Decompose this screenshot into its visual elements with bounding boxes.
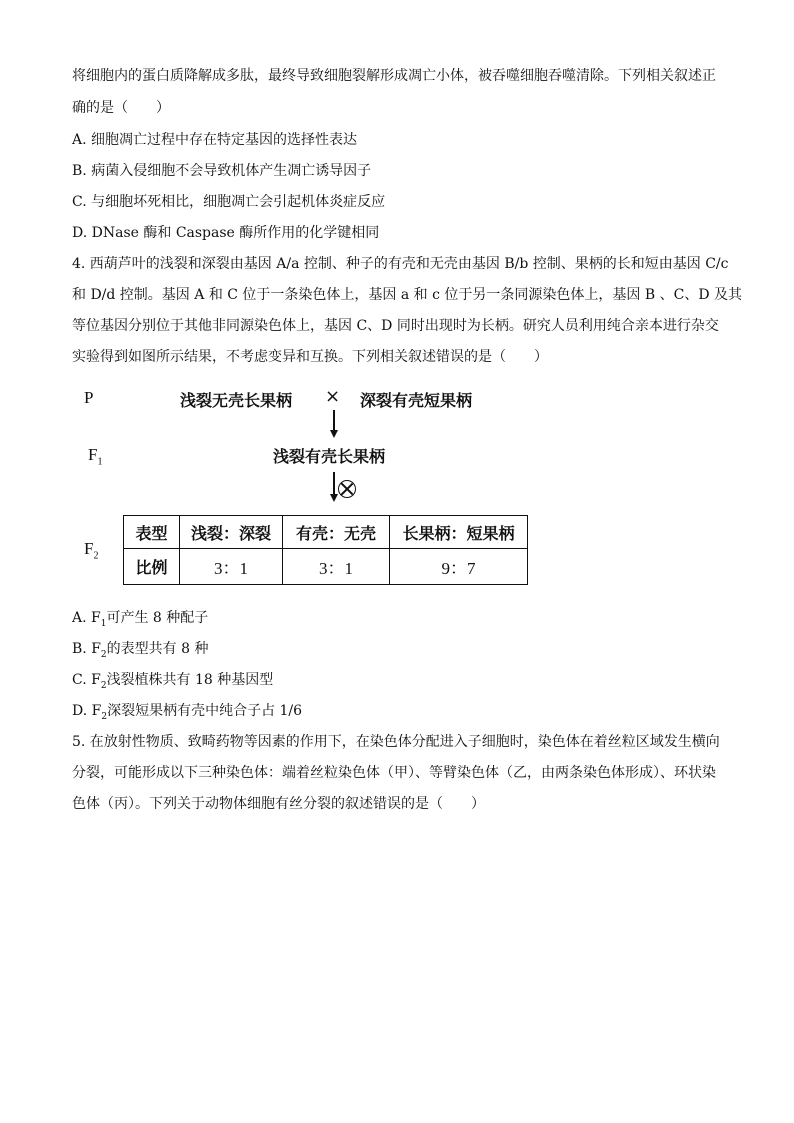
q3-option-b: B. 病菌入侵细胞不会导致机体产生凋亡诱导因子: [72, 163, 372, 179]
f1-generation-label: $F_1$: [88, 445, 103, 468]
p-generation-label: P: [84, 388, 94, 407]
q4-option-b: B. $F_2$的表型共有 8 种: [72, 641, 209, 660]
q4-stem-line-1: 4. 西葫芦叶的浅裂和深裂由基因 A/a 控制、种子的有壳和无壳由基因 B/b 控制、果柄的长和短由基因 C/c: [72, 256, 729, 272]
table-header-row: [124, 516, 528, 549]
header-cell: 浅裂：深裂: [180, 516, 283, 549]
arrow-head-icon: [330, 494, 338, 502]
header-cell: 有壳：无壳: [283, 516, 390, 549]
parent1-phenotype: 浅裂无壳长果柄: [180, 391, 293, 410]
q4-stem-line-2: 和 D/d 控制。基因 A 和 C 位于一条染色体上，基因 a 和 c 位于另一条同源染色体上，基因 B 、C、D 及其: [72, 287, 742, 303]
q4-option-d: D. $F_2$深裂短果柄有壳中纯合子占 1/6: [72, 703, 303, 722]
q3-option-a: A. 细胞凋亡过程中存在特定基因的选择性表达: [72, 132, 358, 148]
q5-stem-line-2: 分裂，可能形成以下三种染色体：端着丝粒染色体（甲）、等臂染色体（乙，由两条染色体形成）、环状染: [72, 765, 716, 781]
header-cell: 长果柄：短果柄: [390, 516, 528, 549]
ratio-cell: 3：1: [180, 549, 283, 585]
q3-option-c: C. 与细胞坏死相比，细胞凋亡会引起机体炎症反应: [72, 194, 386, 210]
arrow-head-icon: [330, 430, 338, 438]
q5-stem-line-3: 色体（丙）。下列关于动物体细胞有丝分裂的叙述错误的是（ ）: [72, 796, 485, 812]
ratio-cell: 9：7: [390, 549, 528, 585]
q4-option-c: C. $F_2$浅裂植株共有 18 种基因型: [72, 672, 274, 691]
ratio-cell: 3：1: [283, 549, 390, 585]
intro-line-2: 确的是（ ）: [72, 100, 170, 116]
q4-option-a: A. $F_1$可产生 8 种配子: [72, 610, 209, 629]
q5-stem-line-1: 5. 在放射性物质、致畸药物等因素的作用下，在染色体分配进入子细胞时，染色体在着丝粒区域发生横向: [72, 734, 720, 750]
f1-phenotype: 浅裂有壳长果柄: [273, 447, 386, 466]
intro-line-1: 将细胞内的蛋白质降解成多肽，最终导致细胞裂解形成凋亡小体，被吞噬细胞吞噬清除。下列相关叙述正: [72, 68, 716, 84]
cross-symbol: ×: [325, 386, 341, 407]
table-row: [124, 549, 528, 585]
ratio-table: [123, 515, 528, 585]
f2-generation-label: $F_2$: [84, 539, 99, 562]
row-label-cell: 比例: [124, 549, 180, 585]
q4-stem-line-3: 等位基因分别位于其他非同源染色体上，基因 C、D 同时出现时为长柄。研究人员利用纯合亲本进行杂交: [72, 318, 719, 334]
q3-option-d: D. DNase 酶和 Caspase 酶所作用的化学键相同: [72, 225, 380, 241]
arrow-p-to-f1: [333, 410, 335, 432]
arrow-f1-to-f2: [333, 472, 335, 496]
selfing-symbol-icon: [338, 480, 356, 498]
q4-stem-line-4: 实验得到如图所示结果，不考虑变异和互换。下列相关叙述错误的是（ ）: [72, 349, 548, 365]
header-cell: 表型: [124, 516, 180, 549]
parent2-phenotype: 深裂有壳短果柄: [360, 391, 473, 410]
